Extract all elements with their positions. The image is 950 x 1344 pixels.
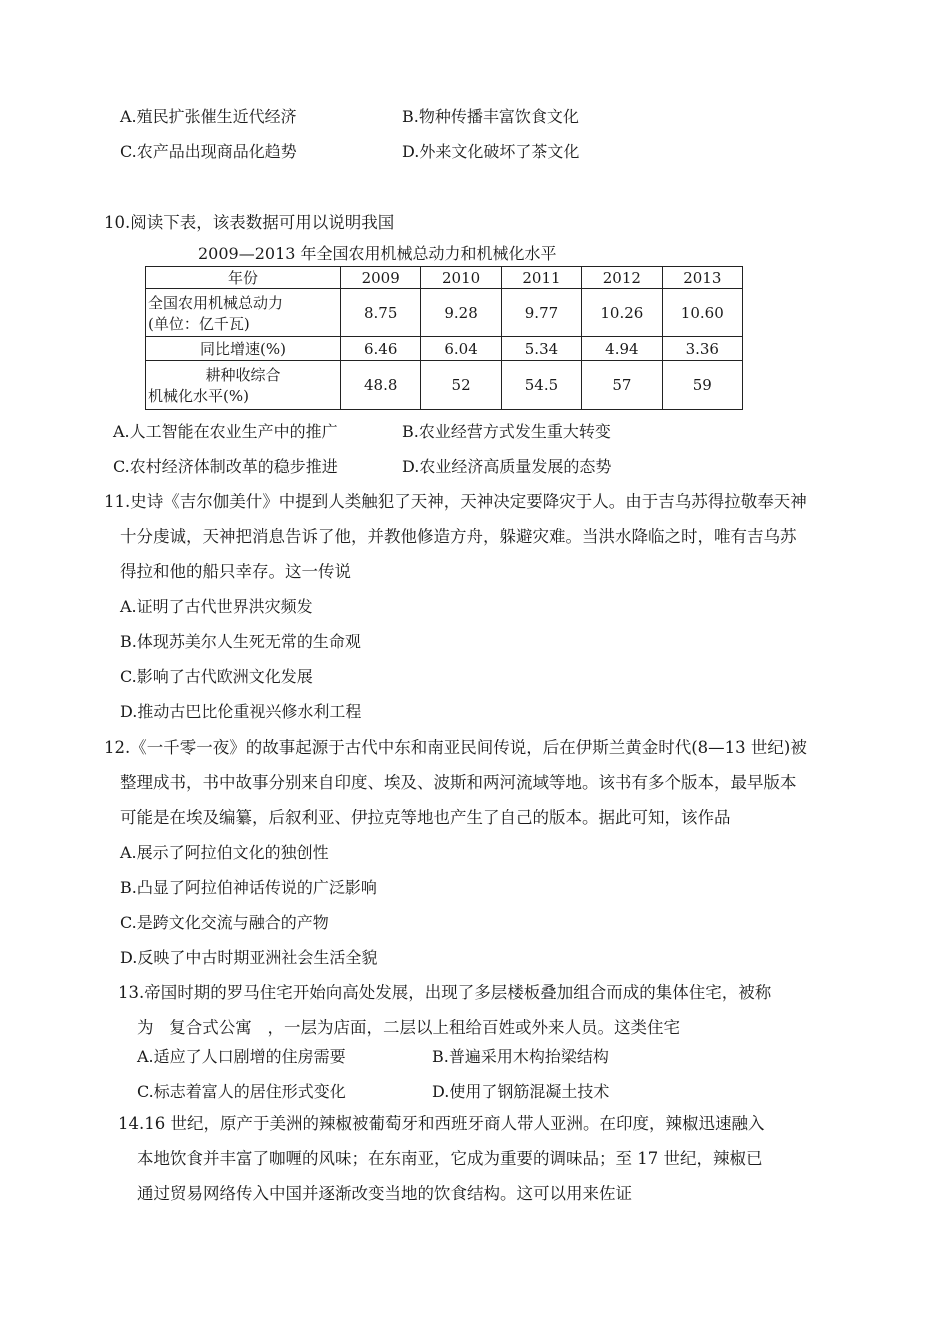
q10-option-c: C.农村经济体制改革的稳步推进 bbox=[113, 457, 338, 476]
q13-stem-line1: 13.帝国时期的罗马住宅开始向高处发展，出现了多层楼板叠加组合而成的集体住宅，被称 bbox=[118, 983, 772, 1002]
q12-option-b: B.凸显了阿拉伯神话传说的广泛影响 bbox=[120, 878, 377, 897]
q12-stem-line3: 可能是在埃及编纂，后叙利亚、伊拉克等地也产生了自己的版本。据此可知，该作品 bbox=[120, 808, 731, 827]
table-caption: 2009—2013 年全国农用机械总动力和机械化水平 bbox=[198, 244, 557, 263]
row-label-line1: 耕种收综合 bbox=[205, 366, 281, 384]
table-cell: 3.36 bbox=[662, 337, 742, 361]
q12-stem-line1: 12.《一千零一夜》的故事起源于古代中东和南亚民间传说，后在伊斯兰黄金时代(8—13 世纪)被 bbox=[104, 738, 807, 757]
table-cell: 52 bbox=[421, 361, 501, 410]
table-cell: 54.5 bbox=[501, 361, 581, 410]
row-label bbox=[146, 289, 341, 337]
q11-option-c: C.影响了古代欧洲文化发展 bbox=[120, 667, 313, 686]
q12-option-a: A.展示了阿拉伯文化的独创性 bbox=[120, 843, 329, 862]
q14-stem-line1: 14.16 世纪，原产于美洲的辣椒被葡萄牙和西班牙商人带人亚洲。在印度，辣椒迅速融入 bbox=[118, 1114, 765, 1133]
q11-option-a: A.证明了古代世界洪灾频发 bbox=[120, 597, 313, 616]
q11-option-b: B.体现苏美尔人生死无常的生命观 bbox=[120, 632, 361, 651]
q11-option-d: D.推动古巴比伦重视兴修水利工程 bbox=[120, 702, 362, 721]
row-label bbox=[146, 361, 341, 410]
table-cell: 8.75 bbox=[341, 289, 421, 337]
table-row bbox=[146, 289, 743, 337]
table-cell: 6.04 bbox=[421, 337, 501, 361]
table-row bbox=[146, 361, 743, 410]
table-cell: 5.34 bbox=[501, 337, 581, 361]
q9-option-b: B.物种传播丰富饮食文化 bbox=[402, 107, 579, 126]
q11-stem-line3: 得拉和他的船只幸存。这一传说 bbox=[120, 562, 351, 581]
q11-stem-line1: 11.史诗《吉尔伽美什》中提到人类触犯了天神，天神决定要降灾于人。由于吉乌苏得拉敬奉天神 bbox=[104, 492, 807, 511]
table-cell: 10.60 bbox=[662, 289, 742, 337]
q10-option-d: D.农业经济高质量发展的态势 bbox=[402, 457, 612, 476]
row-label: 同比增速(%) bbox=[146, 337, 341, 361]
table-header-row bbox=[146, 267, 743, 289]
year-2011: 2011 bbox=[501, 267, 581, 289]
q9-option-d: D.外来文化破坏了茶文化 bbox=[402, 142, 580, 161]
table-row bbox=[146, 337, 743, 361]
year-2010: 2010 bbox=[421, 267, 501, 289]
q12-option-c: C.是跨文化交流与融合的产物 bbox=[120, 913, 329, 932]
statistics-table bbox=[145, 266, 743, 410]
table-cell: 57 bbox=[582, 361, 662, 410]
q12-stem-line2: 整理成书，书中故事分别来自印度、埃及、波斯和两河流域等地。该书有多个版本，最早版本 bbox=[120, 773, 797, 792]
row-label-line2: (单位：亿千瓦) bbox=[148, 314, 250, 333]
row-label-line1: 全国农用机械总动力 bbox=[148, 293, 284, 312]
table-cell: 59 bbox=[662, 361, 742, 410]
table-cell: 6.46 bbox=[341, 337, 421, 361]
year-2013: 2013 bbox=[662, 267, 742, 289]
q10-stem: 10.阅读下表，该表数据可用以说明我国 bbox=[104, 213, 395, 232]
q12-option-d: D.反映了中古时期亚洲社会生活全貌 bbox=[120, 948, 378, 967]
q13-stem-line2: 为 复合式公寓 ，一层为店面，二层以上租给百姓或外来人员。这类住宅 bbox=[137, 1018, 680, 1037]
q10-option-b: B.农业经营方式发生重大转变 bbox=[402, 422, 611, 441]
q13-option-d: D.使用了钢筋混凝土技术 bbox=[432, 1082, 610, 1101]
q10-option-a: A.人工智能在农业生产中的推广 bbox=[113, 422, 338, 441]
q13-option-c: C.标志着富人的居住形式变化 bbox=[137, 1082, 346, 1101]
q9-option-a: A.殖民扩张催生近代经济 bbox=[120, 107, 297, 126]
q11-stem-line2: 十分虔诚，天神把消息告诉了他，并教他修造方舟，躲避灾难。当洪水降临之时，唯有吉乌苏 bbox=[120, 527, 797, 546]
header-year-label: 年份 bbox=[146, 267, 341, 289]
q13-option-b: B.普遍采用木构抬梁结构 bbox=[432, 1047, 609, 1066]
q13-option-a: A.适应了人口剧增的住房需要 bbox=[137, 1047, 346, 1066]
q14-stem-line3: 通过贸易网络传入中国并逐渐改变当地的饮食结构。这可以用来佐证 bbox=[137, 1184, 632, 1203]
table-cell: 48.8 bbox=[341, 361, 421, 410]
table-cell: 9.77 bbox=[501, 289, 581, 337]
year-2009: 2009 bbox=[341, 267, 421, 289]
table-cell: 10.26 bbox=[582, 289, 662, 337]
q14-stem-line2: 本地饮食并丰富了咖喱的风味；在东南亚，它成为重要的调味品；至 17 世纪，辣椒已 bbox=[137, 1149, 763, 1168]
row-label-line2: 机械化水平(%) bbox=[148, 387, 249, 405]
table-cell: 9.28 bbox=[421, 289, 501, 337]
table-cell: 4.94 bbox=[582, 337, 662, 361]
q9-option-c: C.农产品出现商品化趋势 bbox=[120, 142, 297, 161]
year-2012: 2012 bbox=[582, 267, 662, 289]
